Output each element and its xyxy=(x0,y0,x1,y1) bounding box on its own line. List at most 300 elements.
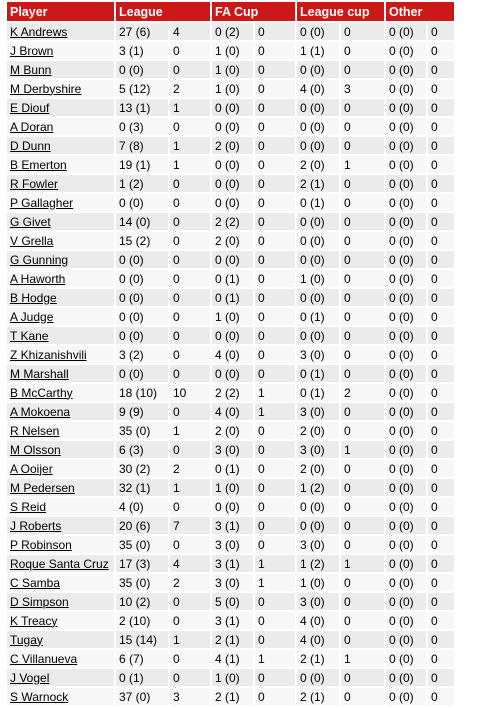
fa-cup-apps-cell: 0 (0) xyxy=(212,498,253,515)
table-row xyxy=(7,213,454,230)
fa-cup-goals-cell: 0 xyxy=(255,23,295,40)
league-cup-apps-cell: 0 (0) xyxy=(297,118,339,135)
other-goals-cell: 0 xyxy=(428,441,454,458)
player-link[interactable]: M Bunn xyxy=(10,62,52,77)
league-apps-cell: 20 (6) xyxy=(116,517,168,534)
other-apps-cell: 0 (0) xyxy=(386,669,426,686)
fa-cup-apps-cell: 0 (2) xyxy=(212,23,253,40)
table-row xyxy=(7,232,454,249)
fa-cup-goals-cell: 0 xyxy=(255,42,295,59)
table-body xyxy=(7,23,454,705)
league-cup-apps-cell: 1 (1) xyxy=(297,42,339,59)
fa-cup-goals-cell: 1 xyxy=(255,650,295,667)
table-row xyxy=(7,137,454,154)
fa-cup-goals-cell: 0 xyxy=(255,498,295,515)
player-cell xyxy=(7,80,114,97)
league-apps-cell: 35 (0) xyxy=(116,536,168,553)
league-cup-goals-cell: 0 xyxy=(341,99,384,116)
table-row xyxy=(7,327,454,344)
fa-cup-apps-cell: 0 (0) xyxy=(212,327,253,344)
league-apps-cell: 35 (0) xyxy=(116,422,168,439)
player-cell xyxy=(7,327,114,344)
player-link[interactable]: M Marshall xyxy=(10,366,69,381)
player-cell xyxy=(7,441,114,458)
league-goals-cell: 0 xyxy=(170,270,210,287)
other-apps-cell: 0 (0) xyxy=(386,213,426,230)
league-cup-apps-cell: 3 (0) xyxy=(297,346,339,363)
other-goals-cell: 0 xyxy=(428,156,454,173)
league-cup-apps-cell: 3 (0) xyxy=(297,536,339,553)
other-goals-cell: 0 xyxy=(428,384,454,401)
league-goals-cell: 0 xyxy=(170,403,210,420)
player-link[interactable]: A Haworth xyxy=(10,271,66,286)
league-cup-apps-cell: 4 (0) xyxy=(297,80,339,97)
league-apps-cell: 13 (1) xyxy=(116,99,168,116)
other-goals-cell: 0 xyxy=(428,99,454,116)
league-cup-goals-cell: 0 xyxy=(341,460,384,477)
player-cell xyxy=(7,517,114,534)
league-cup-goals-cell: 0 xyxy=(341,137,384,154)
player-cell xyxy=(7,251,114,268)
league-cup-goals-cell: 0 xyxy=(341,422,384,439)
fa-cup-apps-cell: 1 (0) xyxy=(212,80,253,97)
table-row xyxy=(7,80,454,97)
table-row xyxy=(7,536,454,553)
other-goals-cell: 0 xyxy=(428,23,454,40)
header-player: Player xyxy=(7,2,114,21)
league-apps-cell: 3 (2) xyxy=(116,346,168,363)
league-goals-cell: 10 xyxy=(170,384,210,401)
other-apps-cell: 0 (0) xyxy=(386,460,426,477)
league-cup-goals-cell: 0 xyxy=(341,194,384,211)
table-row xyxy=(7,574,454,591)
league-goals-cell: 2 xyxy=(170,460,210,477)
other-apps-cell: 0 (0) xyxy=(386,156,426,173)
league-cup-goals-cell: 0 xyxy=(341,612,384,629)
other-apps-cell: 0 (0) xyxy=(386,270,426,287)
fa-cup-goals-cell: 1 xyxy=(255,555,295,572)
fa-cup-apps-cell: 0 (0) xyxy=(212,194,253,211)
league-cup-goals-cell: 0 xyxy=(341,213,384,230)
player-link[interactable]: J Vogel xyxy=(10,670,50,685)
league-goals-cell: 0 xyxy=(170,213,210,230)
player-link[interactable]: S Reid xyxy=(10,499,47,514)
player-link[interactable]: P Robinson xyxy=(10,537,72,552)
fa-cup-apps-cell: 1 (0) xyxy=(212,61,253,78)
player-link[interactable]: A Ooijer xyxy=(10,461,53,476)
table-row xyxy=(7,118,454,135)
league-cup-apps-cell: 0 (0) xyxy=(297,23,339,40)
other-goals-cell: 0 xyxy=(428,517,454,534)
fa-cup-goals-cell: 0 xyxy=(255,365,295,382)
table-row xyxy=(7,251,454,268)
league-apps-cell: 0 (0) xyxy=(116,61,168,78)
player-link[interactable]: A Mokoena xyxy=(10,404,71,419)
player-cell xyxy=(7,118,114,135)
league-cup-apps-cell: 0 (0) xyxy=(297,61,339,78)
league-cup-goals-cell: 0 xyxy=(341,270,384,287)
table-row xyxy=(7,403,454,420)
fa-cup-goals-cell: 0 xyxy=(255,669,295,686)
league-apps-cell: 15 (2) xyxy=(116,232,168,249)
player-link[interactable]: Roque Santa Cruz xyxy=(10,556,109,571)
other-apps-cell: 0 (0) xyxy=(386,498,426,515)
league-cup-goals-cell: 0 xyxy=(341,232,384,249)
league-goals-cell: 1 xyxy=(170,479,210,496)
player-link[interactable]: C Samba xyxy=(10,575,61,590)
other-goals-cell: 0 xyxy=(428,669,454,686)
league-cup-goals-cell: 0 xyxy=(341,118,384,135)
player-link[interactable]: T Kane xyxy=(10,328,49,343)
player-link[interactable]: S Warnock xyxy=(10,689,69,704)
player-link[interactable]: K Andrews xyxy=(10,24,68,39)
league-cup-apps-cell: 2 (1) xyxy=(297,688,339,705)
player-cell xyxy=(7,213,114,230)
player-cell xyxy=(7,308,114,325)
league-cup-goals-cell: 0 xyxy=(341,365,384,382)
fa-cup-goals-cell: 0 xyxy=(255,308,295,325)
league-apps-cell: 1 (2) xyxy=(116,175,168,192)
fa-cup-apps-cell: 3 (1) xyxy=(212,555,253,572)
league-apps-cell: 0 (0) xyxy=(116,327,168,344)
fa-cup-goals-cell: 0 xyxy=(255,213,295,230)
fa-cup-apps-cell: 4 (1) xyxy=(212,650,253,667)
fa-cup-apps-cell: 5 (0) xyxy=(212,593,253,610)
player-link[interactable]: R Nelsen xyxy=(10,423,60,438)
player-link[interactable]: M Pedersen xyxy=(10,480,75,495)
league-apps-cell: 32 (1) xyxy=(116,479,168,496)
fa-cup-apps-cell: 4 (0) xyxy=(212,403,253,420)
league-apps-cell: 17 (3) xyxy=(116,555,168,572)
other-apps-cell: 0 (0) xyxy=(386,650,426,667)
league-goals-cell: 0 xyxy=(170,669,210,686)
player-link[interactable]: R Fowler xyxy=(10,176,59,191)
league-cup-goals-cell: 0 xyxy=(341,574,384,591)
fa-cup-goals-cell: 0 xyxy=(255,612,295,629)
other-apps-cell: 0 (0) xyxy=(386,536,426,553)
other-goals-cell: 0 xyxy=(428,194,454,211)
league-apps-cell: 0 (0) xyxy=(116,270,168,287)
league-cup-goals-cell: 0 xyxy=(341,42,384,59)
player-cell xyxy=(7,61,114,78)
league-apps-cell: 6 (3) xyxy=(116,441,168,458)
league-apps-cell: 0 (0) xyxy=(116,289,168,306)
other-goals-cell: 0 xyxy=(428,403,454,420)
player-cell xyxy=(7,270,114,287)
league-cup-goals-cell: 1 xyxy=(341,650,384,667)
player-link[interactable]: A Judge xyxy=(10,309,54,324)
table-row xyxy=(7,517,454,534)
league-cup-apps-cell: 0 (1) xyxy=(297,384,339,401)
player-cell xyxy=(7,232,114,249)
other-apps-cell: 0 (0) xyxy=(386,251,426,268)
player-cell xyxy=(7,574,114,591)
fa-cup-apps-cell: 0 (1) xyxy=(212,270,253,287)
league-cup-goals-cell: 1 xyxy=(341,441,384,458)
league-cup-goals-cell: 0 xyxy=(341,669,384,686)
player-cell xyxy=(7,403,114,420)
header-other: Other xyxy=(386,2,454,21)
other-goals-cell: 0 xyxy=(428,612,454,629)
league-apps-cell: 37 (0) xyxy=(116,688,168,705)
table-row xyxy=(7,194,454,211)
league-goals-cell: 0 xyxy=(170,593,210,610)
player-link[interactable]: Z Khizanishvili xyxy=(10,347,87,362)
table-row xyxy=(7,631,454,648)
other-goals-cell: 0 xyxy=(428,61,454,78)
other-goals-cell: 0 xyxy=(428,346,454,363)
table-row xyxy=(7,612,454,629)
table-row xyxy=(7,593,454,610)
fa-cup-goals-cell: 1 xyxy=(255,403,295,420)
league-apps-cell: 2 (10) xyxy=(116,612,168,629)
table-row xyxy=(7,270,454,287)
player-stats-table xyxy=(5,0,456,707)
league-goals-cell: 2 xyxy=(170,574,210,591)
header-league: League xyxy=(116,2,210,21)
other-apps-cell: 0 (0) xyxy=(386,61,426,78)
other-goals-cell: 0 xyxy=(428,80,454,97)
fa-cup-apps-cell: 4 (0) xyxy=(212,346,253,363)
other-goals-cell: 0 xyxy=(428,688,454,705)
fa-cup-apps-cell: 3 (1) xyxy=(212,612,253,629)
fa-cup-goals-cell: 0 xyxy=(255,688,295,705)
player-link[interactable]: D Dunn xyxy=(10,138,51,153)
league-apps-cell: 5 (12) xyxy=(116,80,168,97)
other-goals-cell: 0 xyxy=(428,289,454,306)
table-row xyxy=(7,384,454,401)
league-cup-goals-cell: 0 xyxy=(341,403,384,420)
league-apps-cell: 27 (6) xyxy=(116,23,168,40)
fa-cup-apps-cell: 3 (0) xyxy=(212,574,253,591)
other-apps-cell: 0 (0) xyxy=(386,118,426,135)
other-apps-cell: 0 (0) xyxy=(386,403,426,420)
other-apps-cell: 0 (0) xyxy=(386,23,426,40)
other-goals-cell: 0 xyxy=(428,365,454,382)
league-goals-cell: 0 xyxy=(170,308,210,325)
fa-cup-goals-cell: 0 xyxy=(255,194,295,211)
fa-cup-goals-cell: 0 xyxy=(255,232,295,249)
table-row xyxy=(7,156,454,173)
table-row xyxy=(7,346,454,363)
other-apps-cell: 0 (0) xyxy=(386,631,426,648)
league-goals-cell: 0 xyxy=(170,118,210,135)
player-link[interactable]: C Villanueva xyxy=(10,651,78,666)
league-cup-goals-cell: 1 xyxy=(341,156,384,173)
player-cell xyxy=(7,498,114,515)
league-goals-cell: 0 xyxy=(170,346,210,363)
league-goals-cell: 1 xyxy=(170,156,210,173)
other-apps-cell: 0 (0) xyxy=(386,574,426,591)
table-row xyxy=(7,99,454,116)
league-cup-apps-cell: 0 (1) xyxy=(297,308,339,325)
other-goals-cell: 0 xyxy=(428,536,454,553)
league-apps-cell: 3 (1) xyxy=(116,42,168,59)
fa-cup-apps-cell: 3 (0) xyxy=(212,441,253,458)
league-cup-goals-cell: 0 xyxy=(341,479,384,496)
league-cup-goals-cell: 0 xyxy=(341,289,384,306)
league-apps-cell: 0 (0) xyxy=(116,308,168,325)
other-goals-cell: 0 xyxy=(428,327,454,344)
league-apps-cell: 19 (1) xyxy=(116,156,168,173)
league-apps-cell: 35 (0) xyxy=(116,574,168,591)
fa-cup-goals-cell: 0 xyxy=(255,99,295,116)
player-cell xyxy=(7,175,114,192)
table-header xyxy=(7,2,454,21)
fa-cup-goals-cell: 0 xyxy=(255,346,295,363)
player-link[interactable]: M Derbyshire xyxy=(10,81,82,96)
other-goals-cell: 0 xyxy=(428,42,454,59)
table-row xyxy=(7,422,454,439)
league-apps-cell: 0 (3) xyxy=(116,118,168,135)
fa-cup-goals-cell: 0 xyxy=(255,536,295,553)
league-cup-apps-cell: 1 (2) xyxy=(297,555,339,572)
player-link[interactable]: J Brown xyxy=(10,43,54,58)
league-goals-cell: 0 xyxy=(170,536,210,553)
player-cell xyxy=(7,156,114,173)
fa-cup-goals-cell: 0 xyxy=(255,631,295,648)
player-cell xyxy=(7,650,114,667)
fa-cup-goals-cell: 0 xyxy=(255,137,295,154)
player-link[interactable]: G Gunning xyxy=(10,252,69,267)
league-goals-cell: 0 xyxy=(170,327,210,344)
league-cup-goals-cell: 0 xyxy=(341,517,384,534)
player-cell xyxy=(7,384,114,401)
league-cup-apps-cell: 0 (0) xyxy=(297,669,339,686)
player-link[interactable]: A Doran xyxy=(10,119,54,134)
league-cup-apps-cell: 1 (2) xyxy=(297,479,339,496)
league-cup-goals-cell: 0 xyxy=(341,346,384,363)
league-cup-goals-cell: 0 xyxy=(341,175,384,192)
other-goals-cell: 0 xyxy=(428,137,454,154)
table-row xyxy=(7,498,454,515)
table-row xyxy=(7,441,454,458)
player-link[interactable]: E Diouf xyxy=(10,100,50,115)
table-row xyxy=(7,42,454,59)
fa-cup-apps-cell: 1 (0) xyxy=(212,42,253,59)
player-cell xyxy=(7,612,114,629)
other-apps-cell: 0 (0) xyxy=(386,289,426,306)
fa-cup-goals-cell: 0 xyxy=(255,270,295,287)
player-cell xyxy=(7,422,114,439)
fa-cup-apps-cell: 3 (1) xyxy=(212,517,253,534)
player-cell xyxy=(7,669,114,686)
fa-cup-apps-cell: 2 (1) xyxy=(212,688,253,705)
fa-cup-apps-cell: 0 (0) xyxy=(212,175,253,192)
fa-cup-goals-cell: 0 xyxy=(255,118,295,135)
other-apps-cell: 0 (0) xyxy=(386,308,426,325)
player-cell xyxy=(7,593,114,610)
league-apps-cell: 15 (14) xyxy=(116,631,168,648)
league-apps-cell: 0 (1) xyxy=(116,669,168,686)
other-apps-cell: 0 (0) xyxy=(386,517,426,534)
league-cup-apps-cell: 2 (0) xyxy=(297,156,339,173)
league-goals-cell: 0 xyxy=(170,289,210,306)
league-cup-apps-cell: 2 (0) xyxy=(297,460,339,477)
player-link[interactable]: M Olsson xyxy=(10,442,61,457)
fa-cup-goals-cell: 1 xyxy=(255,574,295,591)
league-cup-apps-cell: 0 (0) xyxy=(297,232,339,249)
other-goals-cell: 0 xyxy=(428,422,454,439)
league-cup-apps-cell: 3 (0) xyxy=(297,593,339,610)
fa-cup-goals-cell: 0 xyxy=(255,156,295,173)
player-link[interactable]: Tugay xyxy=(10,632,43,647)
league-apps-cell: 4 (0) xyxy=(116,498,168,515)
fa-cup-goals-cell: 0 xyxy=(255,80,295,97)
fa-cup-goals-cell: 0 xyxy=(255,441,295,458)
fa-cup-apps-cell: 0 (0) xyxy=(212,118,253,135)
fa-cup-apps-cell: 0 (0) xyxy=(212,365,253,382)
league-cup-apps-cell: 0 (1) xyxy=(297,365,339,382)
fa-cup-apps-cell: 0 (0) xyxy=(212,156,253,173)
player-cell xyxy=(7,137,114,154)
player-link[interactable]: B Hodge xyxy=(10,290,57,305)
league-apps-cell: 0 (0) xyxy=(116,194,168,211)
fa-cup-apps-cell: 0 (1) xyxy=(212,289,253,306)
other-goals-cell: 0 xyxy=(428,593,454,610)
league-cup-apps-cell: 4 (0) xyxy=(297,631,339,648)
table-row xyxy=(7,23,454,40)
player-cell xyxy=(7,289,114,306)
fa-cup-goals-cell: 0 xyxy=(255,479,295,496)
league-cup-goals-cell: 3 xyxy=(341,80,384,97)
player-link[interactable]: B Emerton xyxy=(10,157,67,172)
league-goals-cell: 1 xyxy=(170,137,210,154)
league-goals-cell: 0 xyxy=(170,365,210,382)
fa-cup-apps-cell: 2 (1) xyxy=(212,631,253,648)
table-row xyxy=(7,688,454,705)
player-link[interactable]: K Treacy xyxy=(10,613,58,628)
league-cup-apps-cell: 1 (0) xyxy=(297,270,339,287)
other-apps-cell: 0 (0) xyxy=(386,137,426,154)
player-link[interactable]: B McCarthy xyxy=(10,385,73,400)
other-apps-cell: 0 (0) xyxy=(386,688,426,705)
player-link[interactable]: G Givet xyxy=(10,214,51,229)
other-apps-cell: 0 (0) xyxy=(386,346,426,363)
other-apps-cell: 0 (0) xyxy=(386,80,426,97)
other-apps-cell: 0 (0) xyxy=(386,384,426,401)
league-goals-cell: 0 xyxy=(170,251,210,268)
league-cup-apps-cell: 3 (0) xyxy=(297,441,339,458)
fa-cup-goals-cell: 0 xyxy=(255,593,295,610)
league-goals-cell: 0 xyxy=(170,441,210,458)
table-row xyxy=(7,308,454,325)
other-apps-cell: 0 (0) xyxy=(386,612,426,629)
player-link[interactable]: D Simpson xyxy=(10,594,69,609)
league-cup-goals-cell: 0 xyxy=(341,498,384,515)
other-goals-cell: 0 xyxy=(428,631,454,648)
player-link[interactable]: J Roberts xyxy=(10,518,62,533)
player-cell xyxy=(7,23,114,40)
other-goals-cell: 0 xyxy=(428,270,454,287)
fa-cup-apps-cell: 1 (0) xyxy=(212,308,253,325)
player-cell xyxy=(7,536,114,553)
fa-cup-goals-cell: 0 xyxy=(255,175,295,192)
league-apps-cell: 18 (10) xyxy=(116,384,168,401)
league-cup-apps-cell: 2 (1) xyxy=(297,175,339,192)
league-apps-cell: 0 (0) xyxy=(116,365,168,382)
other-apps-cell: 0 (0) xyxy=(386,441,426,458)
other-goals-cell: 0 xyxy=(428,175,454,192)
league-cup-goals-cell: 0 xyxy=(341,23,384,40)
player-link[interactable]: P Gallagher xyxy=(10,195,74,210)
player-link[interactable]: V Grella xyxy=(10,233,54,248)
fa-cup-goals-cell: 0 xyxy=(255,251,295,268)
other-goals-cell: 0 xyxy=(428,213,454,230)
table-row xyxy=(7,460,454,477)
league-apps-cell: 30 (2) xyxy=(116,460,168,477)
other-goals-cell: 0 xyxy=(428,251,454,268)
